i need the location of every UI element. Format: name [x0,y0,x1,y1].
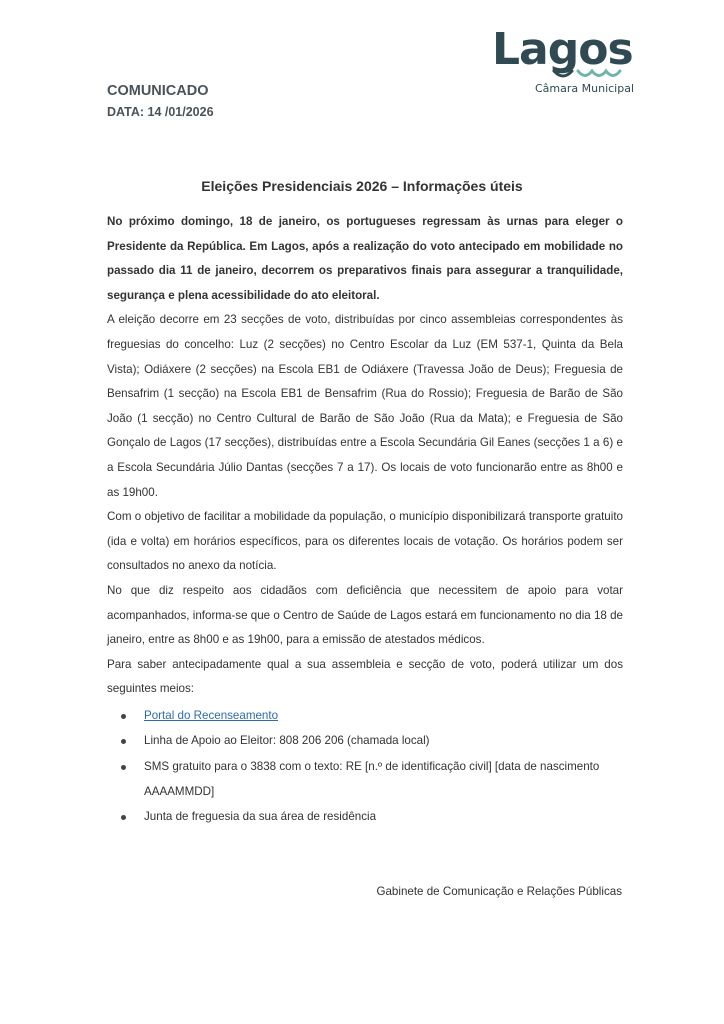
bullet-icon [121,739,126,744]
list-item-text: SMS gratuito para o 3838 com o texto: RE [n.º de identificação civil] [data de nascimento AAAAMMDD] [144,760,600,798]
bullet-icon [121,815,126,820]
paragraph-voting-sections: A eleição decorre em 23 secções de voto, distribuídas por cinco assembleias correspondentes às freguesias do concelho: Luz (2 secções) no Centro Escolar da Luz (EM 537-1, Quinta da Bela Vista); Odiáxere (2 secções) na Escola EB1 de Odiáxere (Travessa João de Deus); Freguesia de Bensafrim (1 secção) na Escola EB1 de Bensafrim (Rua do Rossio); Freguesia de Barão de São João (1 secção) no Centro Cultural de Barão de São João (Rua da Mata); e Freguesia de São Gonçalo de Lagos (17 secções), distribuídas entre a Escola Secundária Gil Eanes (secções 1 a 6) e a Escola Secundária Júlio Dantas (secções 7 a 17). Os locais de voto funcionarão entre as 8h00 e as 19h00. [107,313,623,499]
communique-header [107,82,214,121]
list-item [107,729,623,754]
list-item [107,704,623,729]
list-item [107,805,623,830]
list-item [107,755,623,804]
bullet-icon [121,765,126,770]
page-title: Eleições Presidenciais 2026 – Informações úteis [201,178,523,194]
list-item-text: Junta de freguesia da sua área de residência [144,810,377,824]
lead-paragraph: No próximo domingo, 18 de janeiro, os portugueses regressam às urnas para eleger o Presidente da República. Em Lagos, após a realização do voto antecipado em mobilidade no passado dia 11 de janeiro, decorrem os preparativos finais para assegurar a tranquilidade, segurança e plena acessibilidade do ato eleitoral. [107,215,623,302]
paragraph-disability: No que diz respeito aos cidadãos com deficiência que necessitem de apoio para votar acompanhados, informa-se que o Centro de Saúde de Lagos estará em funcionamento no dia 18 de janeiro, entre as 8h00 e as 19h00, para a emissão de atestados médicos. [107,583,623,647]
paragraph-lookup: Para saber antecipadamente qual a sua assembleia e secção de voto, poderá utilizar um dos seguintes meios: [107,657,623,696]
list-item-text: Linha de Apoio ao Eleitor: 808 206 206 (chamada local) [144,734,430,748]
logo-subtitle: Câmara Municipal [535,82,635,95]
paragraph-transport: Com o objetivo de facilitar a mobilidade da população, o município disponibilizará transporte gratuito (ida e volta) em horários específicos, para os diferentes locais de votação. Os horários podem ser consultados no anexo da notícia. [107,510,623,573]
document-body [107,210,623,831]
footer-signature: Gabinete de Comunicação e Relações Públicas [376,885,622,898]
logo-wordmark: Lagos [492,24,633,75]
portal-recenseamento-link[interactable]: Portal do Recenseamento [144,708,279,722]
lookup-methods-list [107,704,623,830]
communique-date: DATA: 14 /01/2026 [107,105,214,119]
lagos-logo [492,24,635,100]
communique-label: COMUNICADO [107,83,209,99]
bullet-icon [121,714,126,719]
wave-icon [552,68,632,82]
